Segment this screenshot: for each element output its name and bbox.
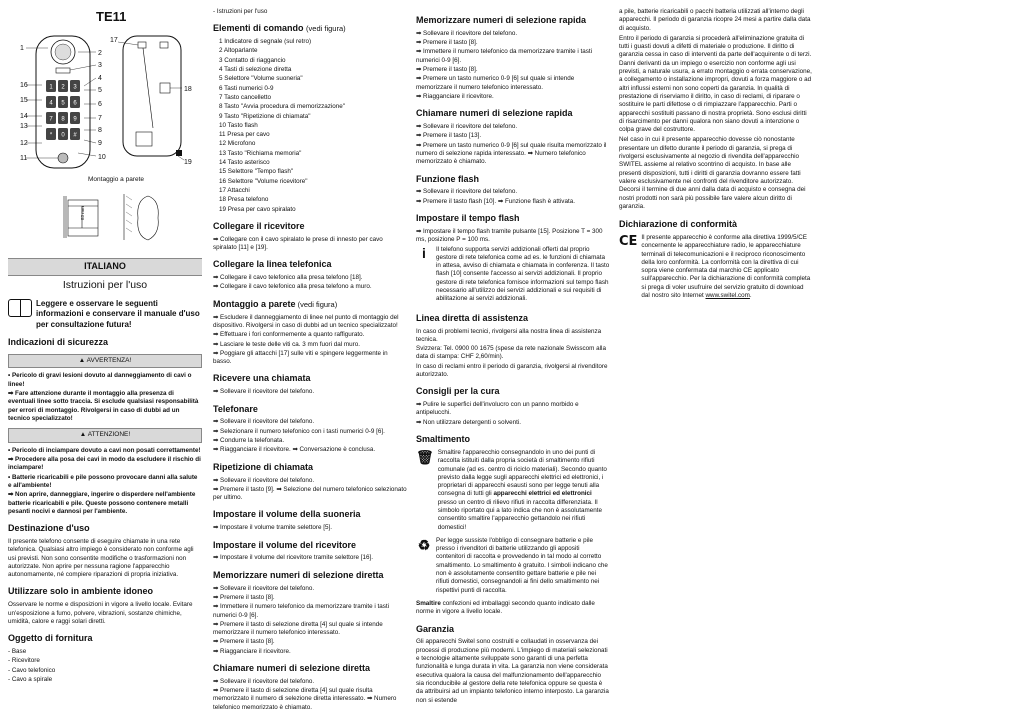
controls-heading: Elementi di comando (vedi figura) <box>213 23 346 34</box>
fig-label-2: 2 <box>98 50 102 57</box>
disposal-weee-block: 🗑 Smaltire l'apparecchio consegnandolo in uno dei punti di raccolta istituiti dalla propria società di smaltimento rifiuti comunale (ad es. centro di riciclo materiali). Secondo quanto previsto dalla legge sugli apparecchi elettrici ed elettronici, i proprietari di apparecchi esausti sono per legge tenuti alla consegna di tutti gli apparecchi elettrici ed elettronici presso un centro di rilievo rifiuti in raccolta differenziata. Il simbolo riportato qui a lato indica che non è assolutamente consentito smaltire l'apparecchio gettandolo nei rifiuti domestici! <box>416 448 607 531</box>
safety-heading: Indicazioni di sicurezza <box>8 336 109 347</box>
disposal-heading: Smaltimento <box>416 434 471 445</box>
supply-item: - Ricevitore <box>8 657 40 665</box>
fig-label-5: 5 <box>98 87 102 94</box>
supply-item: - Base <box>8 648 27 656</box>
intended-use-text: Il presente telefono consente di eseguire chiamate in una rete telefonica. Qualsiasi altro impiego è considerato non conforme agli usi previsti. Non sono consentite modifiche o trasformazioni non autorizzate. Non aprire per nessuna ragione l'apparecchio autonomamente, né compiere riparazioni di propria iniziativa. <box>8 537 194 579</box>
fig-label-4: 4 <box>98 75 102 82</box>
control-item: 4 Tasti di selezione diretta <box>219 66 292 74</box>
control-item: 19 Presa per cavo spiralato <box>219 205 296 213</box>
keypad-key-label: 5 <box>61 100 65 107</box>
keypad-key-label: 1 <box>49 84 53 91</box>
conformity-heading: Dichiarazione di conformità <box>619 219 738 230</box>
crossed-bin-icon: 🗑 <box>416 448 434 465</box>
keypad-key-label: 9 <box>73 116 77 123</box>
instruction-line: ➡ Sollevare il ricevitore del telefono. <box>213 476 315 484</box>
control-item: 3 Contatto di riaggancio <box>219 56 286 64</box>
fig-label-1: 1 <box>20 45 24 52</box>
controls-list <box>213 38 407 214</box>
fig-label-7: 7 <box>98 115 102 122</box>
keypad-key-label: 3 <box>73 84 77 91</box>
instruction-line: ➡ Premere un tasto numerico 0-9 [6] sul quale si intende memorizzare il numero telefonico interessato. <box>416 75 575 91</box>
instruction-line: ➡ Premere il tasto [13]. <box>416 132 482 140</box>
hotline-line: Svizzera: Tel. 0900 00 1675 (spese da rete nazionale Swisscom alla data di stampa: CHF 2,60/min). <box>416 345 606 361</box>
instruction-line: ➡ Riagganciare il ricevitore. <box>213 647 291 655</box>
instruction-line: ➡ Premere il tasto [8]. <box>416 66 478 74</box>
warranty-text: Gli apparecchi Switel sono costruiti e collaudati in osservanza dei processi di produzione più moderni. L'impiego di materiali selezionati e tecnologie altamente sviluppate sono garanti di una perfetta funzionalità e lunga durata in vita. La garanzia non viene considerata esecutiva qualora la causa del malfunzionamento dell'apparecchio sia riconducibile al gestore della rete telefonica oppure se questa è da attribuirsi ad un impianto telefonico interno interposto. La garanzia non si estende <box>416 638 609 704</box>
model-title: TE11 <box>96 9 127 24</box>
disposal-battery-block: ♻ Per legge sussiste l'obbligo di consegnare batterie e pile presso i rivenditori di batterie utilizzando gli appositi contenitori di raccolta e provvedendo in tal modo al corretto smaltimento. Lo smaltimento è gratuito. I simboli indicano che non è assolutamente consentito gettare batterie e pile nei rifiuti domestici, consegnandoli ai fini dello smaltimento nei rispettivi punti di raccolta. <box>417 536 608 594</box>
warning-item: • Batterie ricaricabili e pile possono provocare danni alla salute e all'ambiente! <box>8 473 198 489</box>
instruction-line: ➡ Sollevare il ricevitore del telefono. <box>416 123 518 131</box>
instruction-line: ➡ Sollevare il ricevitore del telefono. <box>213 584 315 592</box>
instruction-line: ➡ Premere il tasto di selezione diretta [4] sul quale si intende memorizzare il numero telefonico interessato. <box>213 620 383 637</box>
section-heading: Chiamare numeri di selezione diretta <box>213 663 371 673</box>
ce-mark-icon: CE <box>619 234 638 250</box>
fig-label-3: 3 <box>98 62 102 69</box>
control-item: 17 Attacchi <box>219 186 250 194</box>
instruction-line: ➡ Immettere il numero telefonico da memorizzare tramite i tasti numerici 0-9 [6]. <box>213 603 390 619</box>
supply-list <box>8 648 202 684</box>
section-heading: Memorizzare numeri di selezione diretta <box>213 569 384 580</box>
instruction-line: ➡ Impostare il volume tramite selettore [5]. <box>213 524 333 532</box>
keypad-key-label: 0 <box>61 132 65 139</box>
instruction-line: ➡ Sollevare il ricevitore del telefono. <box>213 418 315 426</box>
control-item: 5 Selettore "Volume suoneria" <box>219 75 303 83</box>
control-item: 2 Altoparlante <box>219 47 258 55</box>
instruction-line: ➡ Sollevare il ricevitore del telefono. <box>213 388 315 396</box>
fig-label-15: 15 <box>20 97 28 104</box>
fig-label-8: 8 <box>98 127 102 134</box>
intro-block <box>8 299 202 330</box>
control-item: 11 Presa per cavo <box>219 131 270 139</box>
instruction-line: ➡ Premere il tasto [9]. ➡ Selezione del numero telefonico selezionato per ultimo. <box>213 485 407 502</box>
hotline-text <box>416 328 610 380</box>
warning-1-list <box>8 372 202 423</box>
intended-use-heading: Destinazione d'uso <box>8 523 90 534</box>
control-item: 12 Microfono <box>219 140 256 148</box>
section-heading: Memorizzare numeri di selezione rapida <box>416 15 587 25</box>
environment-heading: Utilizzare solo in ambiente idoneo <box>8 586 154 597</box>
instruction-line: ➡ Premere il tasto [8]. <box>213 638 275 646</box>
section-heading: Ricevere una chiamata <box>213 373 311 384</box>
fig-label-11: 11 <box>20 155 28 162</box>
section-heading: Impostare il tempo flash <box>416 213 520 224</box>
switel-link[interactable]: www.switel.com <box>705 292 750 300</box>
book-icon <box>8 299 32 317</box>
environment-text: Osservare le norme e disposizioni in vigore a livello locale. Evitare un'esposizione a fumo, polvere, vibrazioni, sostanze chimiche, umidità, calore e raggi solari diretti. <box>8 601 193 625</box>
fig-label-19: 19 <box>184 159 192 166</box>
control-item: 15 Selettore "Tempo flash" <box>219 168 294 176</box>
keypad-key-label: 4 <box>49 100 53 107</box>
column-2-sections <box>213 221 407 712</box>
section-heading: Ripetizione di chiamata <box>213 461 314 472</box>
instruction-line: ➡ Lasciare le teste delle viti ca. 3 mm fuori dal muro. <box>213 340 361 348</box>
warning-item: • Pericolo di inciampare dovuto a cavi non posati correttamente! <box>8 446 201 454</box>
intro-text: Leggere e osservare le seguenti informazioni e conservare il manuale d'uso per consultazione futura! <box>36 298 200 329</box>
fig-label-9: 9 <box>98 140 102 147</box>
control-item: 10 Tasto flash <box>219 121 258 129</box>
supply-item: - Cavo a spirale <box>8 675 53 683</box>
phone-illustration <box>8 28 202 268</box>
language-bar: ITALIANO <box>8 258 202 276</box>
fig-label-6: 6 <box>98 101 102 108</box>
instruction-line: ➡ Collegare con il cavo spiralato le prese di innesto per cavo spiralato [11] e [19]. <box>213 235 383 251</box>
instruction-line: ➡ Sollevare il ricevitore del telefono. <box>416 29 518 37</box>
fig-label-12: 12 <box>20 140 28 147</box>
figure-caption: Montaggio a parete <box>88 176 145 183</box>
warranty-cont-2: Entro il periodo di garanzia si procederà all'eliminazione gratuita di tutti i guasti dovuti a difetti di materiale o produzione. Il diritto di garanzia cessa in caso di interventi da parte dell'acquirente o di terzi. Danni derivanti da un impiego o esercizio non conforme agli usi previsti, a naturale usura, a errato montaggio o errata conservazione, a collegamento o installazione impropri, dovuti a forza maggiore o ad altri influssi esterni non sono coperti da garanzia. In qualità di prestazione di riserviamo il diritto, in caso di reclami, di riparare o sostituire le parti difettose o di rimpiazzare l'apparecchio. Parti o apparecchi sostituiti passano di nostra proprietà. Sono esclusi diritti di risarcimento per danni qualora non siano dovuti a intenzione o colpa grave del costruttore. <box>619 34 812 134</box>
keypad-key-label: # <box>73 132 77 139</box>
hotline-heading: Linea diretta di assistenza <box>416 312 529 323</box>
control-item: 7 Tasto cancelletto <box>219 93 272 101</box>
instruction-line: ➡ Premere il tasto di selezione diretta [4] sul quale risulta memorizzato il numero di selezione diretta interessato. ➡ Numero telefonico memorizzato è chiamato. <box>213 687 397 711</box>
supply-last-item: - Istruzioni per l'uso <box>213 8 268 15</box>
info-block <box>416 246 610 306</box>
column-1 <box>8 258 202 685</box>
packaging-text: Smaltire confezioni ed imballaggi secondo quanto indicato dalle norme in vigore a livello locale. <box>416 599 595 616</box>
fig-label-10: 10 <box>98 154 106 161</box>
instruction-line: ➡ Collegare il cavo telefonico alla presa telefono [18]. <box>213 274 363 282</box>
care-list <box>416 401 610 427</box>
warning-icon: ▲ <box>78 356 87 364</box>
instruction-line: ➡ Premere il tasto [8]. <box>213 593 275 601</box>
instruction-line: ➡ Condurre la telefonata. <box>213 437 285 445</box>
fig-label-18: 18 <box>184 86 192 93</box>
fig-label-17: 17 <box>110 37 118 44</box>
section-heading: Collegare il ricevitore <box>213 220 305 231</box>
fig-label-14: 14 <box>20 113 28 120</box>
column-4 <box>619 8 813 305</box>
column-3-sections <box>416 15 610 245</box>
care-line: ➡ Pulire le superfici dell'involucro con un panno morbido e antipelucchi. <box>416 401 579 417</box>
instruction-line: ➡ Escludere il danneggiamento di linee nel punto di montaggio del dispositivo. Rivolgersi in caso di dubbi ad un tecnico specializzato! <box>213 313 399 329</box>
instruction-line: ➡ Impostare il volume del ricevitore tramite selettore [16]. <box>213 554 373 562</box>
supply-item: - Cavo telefonico <box>8 666 56 674</box>
keypad <box>46 80 80 140</box>
column-3 <box>416 8 610 707</box>
keypad-key-label: 8 <box>61 116 65 123</box>
control-item: 14 Tasto asterisco <box>219 159 270 167</box>
instruction-line: ➡ Effettuare i fori conformemente a quanto raffigurato. <box>213 331 365 339</box>
section-heading: Chiamare numeri di selezione rapida <box>416 108 573 119</box>
control-item: 8 Tasto "Avvia procedura di memorizzazione" <box>219 103 346 111</box>
warranty-cont-1: a pile, batterie ricaricabili o pacchi batteria utilizzati all'interno degli apparecchi. Il periodo di garanzia ricopre 24 mesi a partire dalla data di acquisto. <box>619 8 811 32</box>
instruction-line: ➡ Premere un tasto numerico 0-9 [6] sul quale risulta memorizzato il numero di selezione rapida interessato. ➡ Numero telefonico memorizzato è chiamato. <box>416 141 607 166</box>
column-2 <box>213 8 407 713</box>
fig-label-13: 13 <box>20 123 28 130</box>
instruction-line: ➡ Poggiare gli attacchi [17] sulle viti e spingere leggermente in basso. <box>213 349 388 366</box>
instruction-line: ➡ Riagganciare il ricevitore. <box>416 92 494 100</box>
info-text: Il telefono supporta servizi addizionali offerti dal proprio gestore di rete telefonica come ad es. le funzioni di chiamata in attesa, avviso di chiamata e chiamata in conferenza. Il tasto flash [10] consente l'accesso ai servizi addizionali. Il proprio gestore di rete telefonica fornisce informazioni sul tempo flash necessario all'utilizzo dei servizi addizionali e sui requisiti di abilitazione ai servizi addizionali. <box>436 245 610 303</box>
section-heading: Impostare il volume del ricevitore <box>213 539 357 550</box>
hotline-line: In caso di problemi tecnici, rivolgersi alla nostra linea di assistenza tecnica. <box>416 327 602 343</box>
conformity-block: CE Il presente apparecchio è conforme alla direttiva 1999/5/CE concernente le apparecchiature radio, le apparecchiature terminali di telecomunicazioni e il reciproco riconoscimento della loro conformità. La conformità con la direttiva di cui sopra viene confermata dal marchio CE applicato sull'apparecchio. Per la dichiarazione di conformità completa si prega di voler usufruire del servizio gratuito di download dal nostro sito Internet www.switel.com. <box>619 234 811 300</box>
control-item: 16 Selettore "Volume ricevitore" <box>219 177 308 185</box>
warranty-cont-3: Nel caso in cui il presente apparecchio dovesse ciò nonostante presentare un difetto durante il periodo di garanzia, si prega di rivolgersi esclusivamente al negozio di rivendita dell'apparecchio SWITEL assieme al relativo scontrino di acquisto. In base alle presenti disposizioni, tutti i diritti di garanzia dovranno essere fatti valere esclusivamente nei confronti del rivenditore autorizzato. Decorsi il termine di due anni dalla data di acquisto e consegna dei nostri prodotti non sarà più possibile fare valere alcun diritto di garanzia. <box>619 136 806 210</box>
keypad-key-label: 2 <box>61 84 65 91</box>
warning-item: ➡ Fare attenzione durante il montaggio alla presenza di eventuali linee sotto traccia. Si esclude qualsiasi responsabilità per errori di montaggio. Rivolgersi in caso di dubbi ad un tecnico specializzato! <box>8 389 199 422</box>
warning-icon: ▲ <box>79 431 88 439</box>
instruction-line: ➡ Premere il tasto flash [10]. ➡ Funzione flash è attivata. <box>416 197 575 205</box>
section-heading: Collegare la linea telefonica <box>213 259 332 270</box>
supply-heading: Oggetto di fornitura <box>8 633 93 644</box>
control-item: 6 Tasti numerici 0-9 <box>219 84 274 92</box>
care-line: ➡ Non utilizzare detergenti o solventi. <box>416 418 522 426</box>
section-heading: Telefonare <box>213 403 258 414</box>
instruction-line: ➡ Immettere il numero telefonico da memorizzare tramite i tasti numerici 0-9 [6]. <box>416 48 593 64</box>
instruction-line: ➡ Collegare il cavo telefonico alla presa telefono a muro. <box>213 283 372 291</box>
info-icon: i <box>422 245 426 262</box>
instruction-line: ➡ Premere il tasto [8]. <box>416 39 478 47</box>
manual-title: Istruzioni per l'uso <box>62 278 148 291</box>
warranty-heading: Garanzia <box>416 623 455 634</box>
warning-bar-2: ▲ ATTENZIONE! <box>8 428 202 443</box>
warning-bar-1: ▲ AVVERTENZA! <box>8 354 202 369</box>
fig-label-16: 16 <box>20 82 28 89</box>
warning-item: ➡ Non aprire, danneggiare, ingerire o disperdere nell'ambiente batterie ricaricabili e pile. Queste possono contenere metalli pesanti nocivi e dannosi per l'ambiente. <box>8 491 196 515</box>
instruction-line: ➡ Riagganciare il ricevitore. ➡ Conversazione è conclusa. <box>213 446 376 454</box>
control-item: 13 Tasto "Richiama memoria" <box>219 149 302 157</box>
warning-2-list <box>8 447 202 516</box>
control-item: 1 Indicatore di segnale (sul retro) <box>219 38 312 46</box>
warning-item: ➡ Procedere alla posa dei cavi in modo da escludere il rischio di inciampare! <box>8 456 201 472</box>
section-heading: Funzione flash <box>416 173 479 184</box>
hotline-line: In caso di reclami entro il periodo di garanzia, rivolgersi al rivenditore autorizzato. <box>416 362 608 378</box>
instruction-line: ➡ Selezionare il numero telefonico con i tasti numerici 0-9 [6]. <box>213 427 385 435</box>
keypad-key-label: * <box>49 132 53 139</box>
keypad-key-label: 7 <box>49 116 53 123</box>
section-heading: Montaggio a parete (vedi figura) <box>213 298 338 309</box>
keypad-key-label: 6 <box>73 100 77 107</box>
section-heading: Impostare il volume della suoneria <box>213 509 361 520</box>
control-item: 18 Presa telefono <box>219 196 269 204</box>
instruction-line: ➡ Sollevare il ricevitore del telefono. <box>416 188 518 196</box>
recycle-icon: ♻ <box>417 536 431 553</box>
instruction-line: ➡ Impostare il tempo flash tramite pulsante [15]. Posizione T = 300 ms, posizione P = 100 ms. <box>416 227 603 244</box>
dimension-label: 83 mm <box>80 206 85 220</box>
warning-item: • Pericolo di gravi lesioni dovuto al danneggiamento di cavi o linee! <box>8 372 192 388</box>
instruction-line: ➡ Sollevare il ricevitore del telefono. <box>213 677 315 685</box>
care-heading: Consigli per la cura <box>416 386 500 397</box>
control-item: 9 Tasto "Ripetizione di chiamata" <box>219 112 311 120</box>
